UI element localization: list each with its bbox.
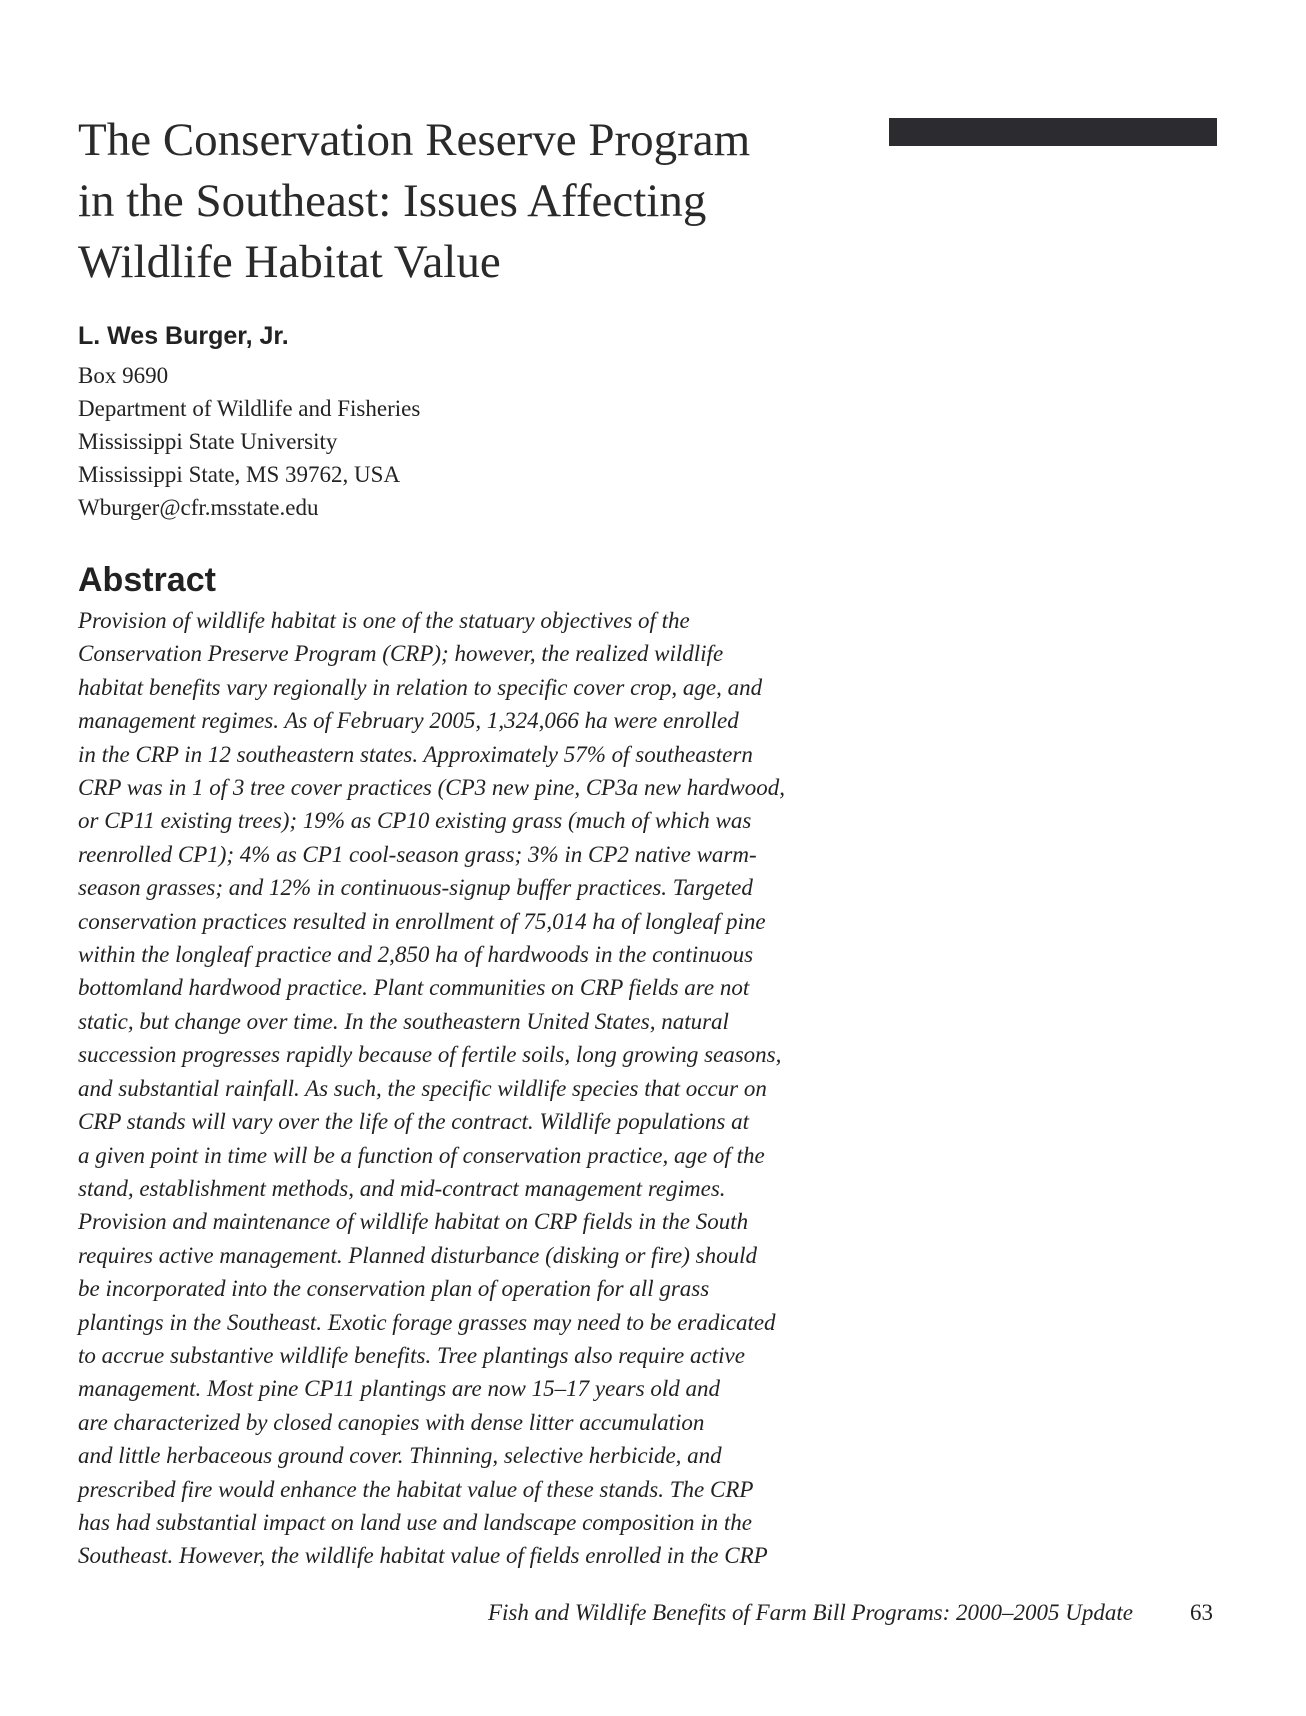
abstract-line: succession progresses rapidly because of fertile soils, long growing seasons,	[78, 1042, 782, 1068]
abstract-line: CRP was in 1 of 3 tree cover practices (CP3 new pine, CP3a new hardwood,	[78, 775, 785, 801]
abstract-line: be incorporated into the conservation plan of operation for all grass	[78, 1276, 710, 1302]
abstract-line: are characterized by closed canopies with dense litter accumulation	[78, 1409, 705, 1435]
address-line: Mississippi State University	[78, 429, 338, 454]
abstract-line: CRP stands will vary over the life of the contract. Wildlife populations at	[78, 1109, 749, 1135]
abstract-line: stand, establishment methods, and mid-contract management regimes.	[78, 1175, 726, 1201]
abstract-line: Conservation Preserve Program (CRP); however, the realized wildlife	[78, 641, 724, 667]
abstract-line: in the CRP in 12 southeastern states. Approximately 57% of southeastern	[78, 741, 753, 767]
title-line: The Conservation Reserve Program	[78, 114, 751, 166]
abstract-line: conservation practices resulted in enrollment of 75,014 ha of longleaf pine	[78, 908, 766, 934]
footer-publication-title: Fish and Wildlife Benefits of Farm Bill Programs: 2000–2005 Update	[487, 1600, 1133, 1625]
title-line: Wildlife Habitat Value	[78, 236, 501, 288]
abstract-line: has had substantial impact on land use and landscape composition in the	[78, 1509, 752, 1535]
author-email[interactable]: Wburger@cfr.msstate.edu	[78, 495, 319, 520]
abstract-line: prescribed fire would enhance the habitat value of these stands. The CRP	[78, 1476, 754, 1502]
address-line: Mississippi State, MS 39762, USA	[78, 462, 401, 487]
abstract-line: Provision and maintenance of wildlife habitat on CRP fields in the South	[78, 1209, 749, 1235]
abstract-line: or CP11 existing trees); 19% as CP10 existing grass (much of which was	[78, 808, 752, 834]
abstract-body	[78, 604, 938, 1573]
abstract-line: season grasses; and 12% in continuous-signup buffer practices. Targeted	[78, 875, 753, 901]
abstract-line: and substantial rainfall. As such, the specific wildlife species that occur on	[78, 1075, 767, 1101]
abstract-line: to accrue substantive wildlife benefits. Tree plantings also require active	[78, 1342, 745, 1368]
abstract-line: management regimes. As of February 2005, 1,324,066 ha were enrolled	[78, 708, 739, 734]
abstract-line: bottomland hardwood practice. Plant communities on CRP fields are not	[78, 975, 750, 1001]
abstract-line: reenrolled CP1); 4% as CP1 cool-season grass; 3% in CP2 native warm-	[78, 841, 757, 867]
abstract-line: habitat benefits vary regionally in relation to specific cover crop, age, and	[78, 674, 763, 700]
address-line: Department of Wildlife and Fisheries	[78, 396, 421, 421]
header-decorative-bar	[889, 118, 1217, 146]
page-number: 63	[1190, 1600, 1213, 1625]
address-line: Box 9690	[78, 363, 169, 388]
title-line: in the Southeast: Issues Affecting	[78, 175, 707, 227]
abstract-line: and little herbaceous ground cover. Thinning, selective herbicide, and	[78, 1443, 722, 1469]
abstract-line: static, but change over time. In the southeastern United States, natural	[78, 1008, 729, 1034]
abstract-line: Southeast. However, the wildlife habitat value of fields enrolled in the CRP	[78, 1543, 768, 1569]
abstract-line: plantings in the Southeast. Exotic forage grasses may need to be eradicated	[78, 1309, 776, 1335]
abstract-line: requires active management. Planned disturbance (disking or fire) should	[78, 1242, 758, 1268]
abstract-line: management. Most pine CP11 plantings are now 15–17 years old and	[78, 1376, 721, 1402]
abstract-line: a given point in time will be a function of conservation practice, age of the	[78, 1142, 765, 1168]
author-name: L. Wes Burger, Jr.	[78, 322, 289, 350]
abstract-line: Provision of wildlife habitat is one of the statuary objectives of the	[78, 608, 690, 633]
abstract-line: within the longleaf practice and 2,850 ha of hardwoods in the continuous	[78, 942, 754, 968]
author-address	[78, 359, 420, 524]
abstract-heading: Abstract	[78, 561, 216, 599]
article-title	[78, 110, 898, 293]
